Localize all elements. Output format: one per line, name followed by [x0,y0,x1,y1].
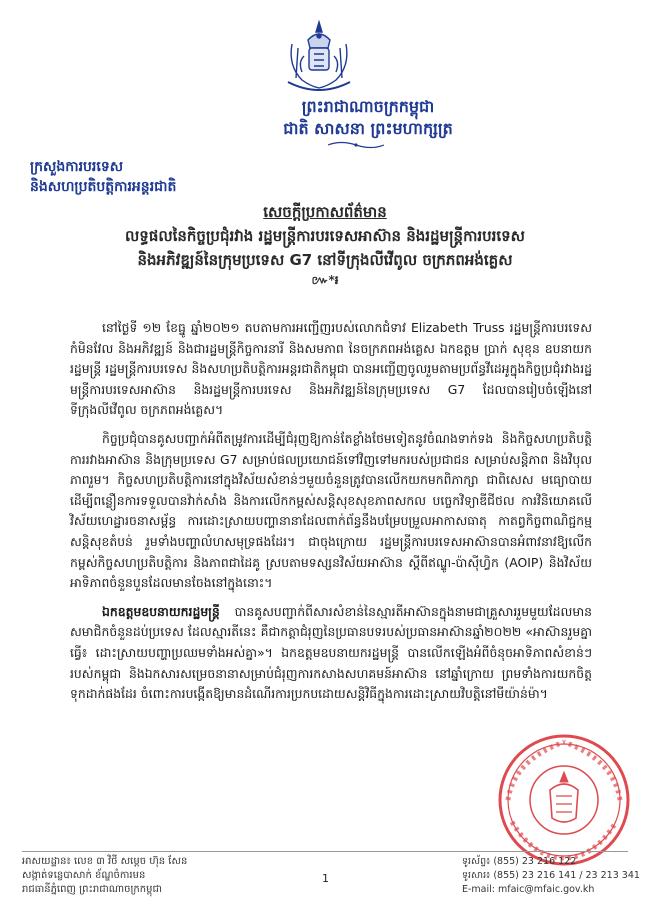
address-line-1: អាសយដ្ឋាន៖ លេខ ៣ វិថី សម្តេច ហ៊ុន សែន [22,856,188,867]
title-separator: ៚*៛ [311,273,339,287]
paragraph-3-text: បានគូសបញ្ជាក់ពីសារសំខាន់នៃស្មារតីអាស៊ានក្នុងនាមជាគ្រួសាររួមមួយដែលមានសមាជិកចំនួនដប់ប្រទេស ដែលស្មារតីនេះ គឺជាកត្តាជំរុញនៃប្រធានបទរបស់ប្រធានអាស៊ានឆ្នាំ២០២២ «អាស៊ានរួមគ្នាធ្វើ៖ ដោះស្រាយបញ្ហាប្រឈមទាំងអស់គ្នា»។ ឯកឧត្តមឧបនាយករដ្ឋមន្ត្រី បានលើកឡើងអំពីចំនុចអាទិភាពសំខាន់ៗរបស់កម្ពុជា និងឯកសារសម្រេចនានាសម្រាប់ជំរុញការកសាងសហគមន៍អាស៊ាន នៅឆ្នាំក្រោយ ព្រមទាំងការយកចិត្តទុកដាក់ផងដែរ ចំពោះការបង្កើតឱ្យមានដំណើរការប្រកបដោយសន្តិវិធីក្នុងការដោះស្រាយវិបត្តិនៅមីយ៉ាន់ម៉ា។ [70,603,592,702]
page-number: 1 [322,872,329,885]
footer-address [22,855,282,897]
paragraph-2: កិច្ចប្រជុំបានគូសបញ្ជាក់អំពីតម្រូវការដើម្បីជំរុញឱ្យកាន់តែខ្លាំងថែមទៀតនូវចំណងទាក់ទង និងកិច្ចសហប្រតិបត្តិការរវាងអាស៊ាន និងក្រុមប្រទេស G7 សម្រាប់ផលប្រយោជន៍ទៅវិញទៅមករបស់ប្រជាជន សម្រាប់សន្តិភាព និងវិបុលភាពរួម។ កិច្ចសហប្រតិបត្តិការនៅក្នុងវិស័យសំខាន់ៗមួយចំនួនត្រូវបានលើកយកមកពិភាក្សា ជាពិសេស មធ្យោបាយដើម្បីពន្លឿនការទទួលបានវ៉ាក់សាំង និងការលើកកម្ពស់សន្តិសុខសុខភាពសកល បច្ចេកវិទ្យាឌីជីថល ការវិនិយោគលើវិស័យហេដ្ឋារចនាសម្ព័ន្ធ ការដោះស្រាយបញ្ហានានាដែលពាក់ព័ន្ធនឹងបម្រែបម្រួលអាកាសធាតុ កាតព្វកិច្ចពាណិជ្ជកម្ម សន្តិសុខតំបន់ រួមទាំងបញ្ហាលំហសមុទ្រផងដែរ។ ជាចុងក្រោយ រដ្ឋមន្ត្រីការបរទេសអាស៊ានបានអំពាវនាវឱ្យលើកកម្ពស់កិច្ចសហប្រតិបត្តិការ និងភាពជាដៃគូ ស្របតាមទស្សនវិស័យអាស៊ាន ស្តីពីឥណ្ឌូ-ប៉ាស៊ីហ្វិក (AOIP) និងវិស័យអាទិភាពចំនួនបួនដែលមានចែងនៅក្នុងនោះ។ [70,430,592,591]
paragraph-3 [70,602,592,705]
official-seal-stamp-icon [494,730,634,870]
phone-number: ទូរស័ព្ទ៖ (855) 23 216 122 [462,856,577,867]
royal-arms-emblem-icon [278,18,360,100]
divider-ornament-icon [326,140,386,150]
kingdom-header [238,96,498,140]
document-body [70,318,592,713]
document-type: សេចក្តីប្រកាសព័ត៌មាន [263,203,387,221]
national-motto: ជាតិ សាសនា ព្រះមហាក្សត្រ [283,119,453,138]
ministry-name-line2: និងសហប្រតិបត្តិការអន្តរជាតិ [30,179,177,195]
email-address: E-mail: mfaic@mfaic.gov.kh [462,884,595,895]
title-line-2: លទ្ធផលនៃកិច្ចប្រជុំរវាង រដ្ឋមន្ត្រីការបរទេសអាស៊ាន និងរដ្ឋមន្ត្រីការបរទេស [125,227,525,245]
paragraph-1: នៅថ្ងៃទី ១២ ខែធ្នូ ឆ្នាំ២០២១ តបតាមការអញ្ជើញរបស់លោកជំទាវ Elizabeth Truss រដ្ឋមន្ត្រីការបរទេស កំមិនវែល និងអភិវឌ្ឍន៍ និងជារដ្ឋមន្ត្រីកិច្ចការនារី និងសមភាព នៃចក្រភពអង់គ្លេស ឯកឧត្តម ប្រាក់ សុខុន ឧបនាយករដ្ឋមន្ត្រី រដ្ឋមន្ត្រីការបរទេស និងសហប្រតិបត្តិការអន្តរជាតិកម្ពុជា បានអញ្ជើញចូលរួមតាមប្រព័ន្ធវីដេអូក្នុងកិច្ចប្រជុំរវាងរដ្ឋមន្ត្រីការបរទេសអាស៊ាន និងរដ្ឋមន្ត្រីការបរទេស និងអភិវឌ្ឍន៍នៃក្រុមប្រទេស G7 ដែលបានរៀបចំឡើងនៅទីក្រុងលីវើពូល ចក្រភពអង់គ្លេស។ [70,320,592,418]
ministry-header [30,157,330,197]
address-line-2: សង្កាត់ទន្លេបាសាក់ ខ័ណ្ឌចំការមន [22,870,146,881]
press-release-title [60,200,590,288]
ministry-name-line1: ក្រសួងការបរទេស [30,159,124,175]
title-line-3: និងអភិវឌ្ឍន៍នៃក្រុមប្រទេស G7 នៅទីក្រុងលីវើពូល ចក្រភពអង់គ្លេស [137,251,513,269]
address-line-3: រាជធានីភ្នំពេញ ព្រះរាជាណាចក្រកម្ពុជា [22,884,162,895]
paragraph-3-lead: ឯកឧត្តមឧបនាយករដ្ឋមន្ត្រី [102,603,220,619]
kingdom-name: ព្រះរាជាណាចក្រកម្ពុជា [301,97,435,116]
footer-divider [22,851,628,852]
footer-contact [462,855,640,897]
fax-number: ទូរសារ៖ (855) 23 216 141 / 23 213 341 [462,870,640,881]
